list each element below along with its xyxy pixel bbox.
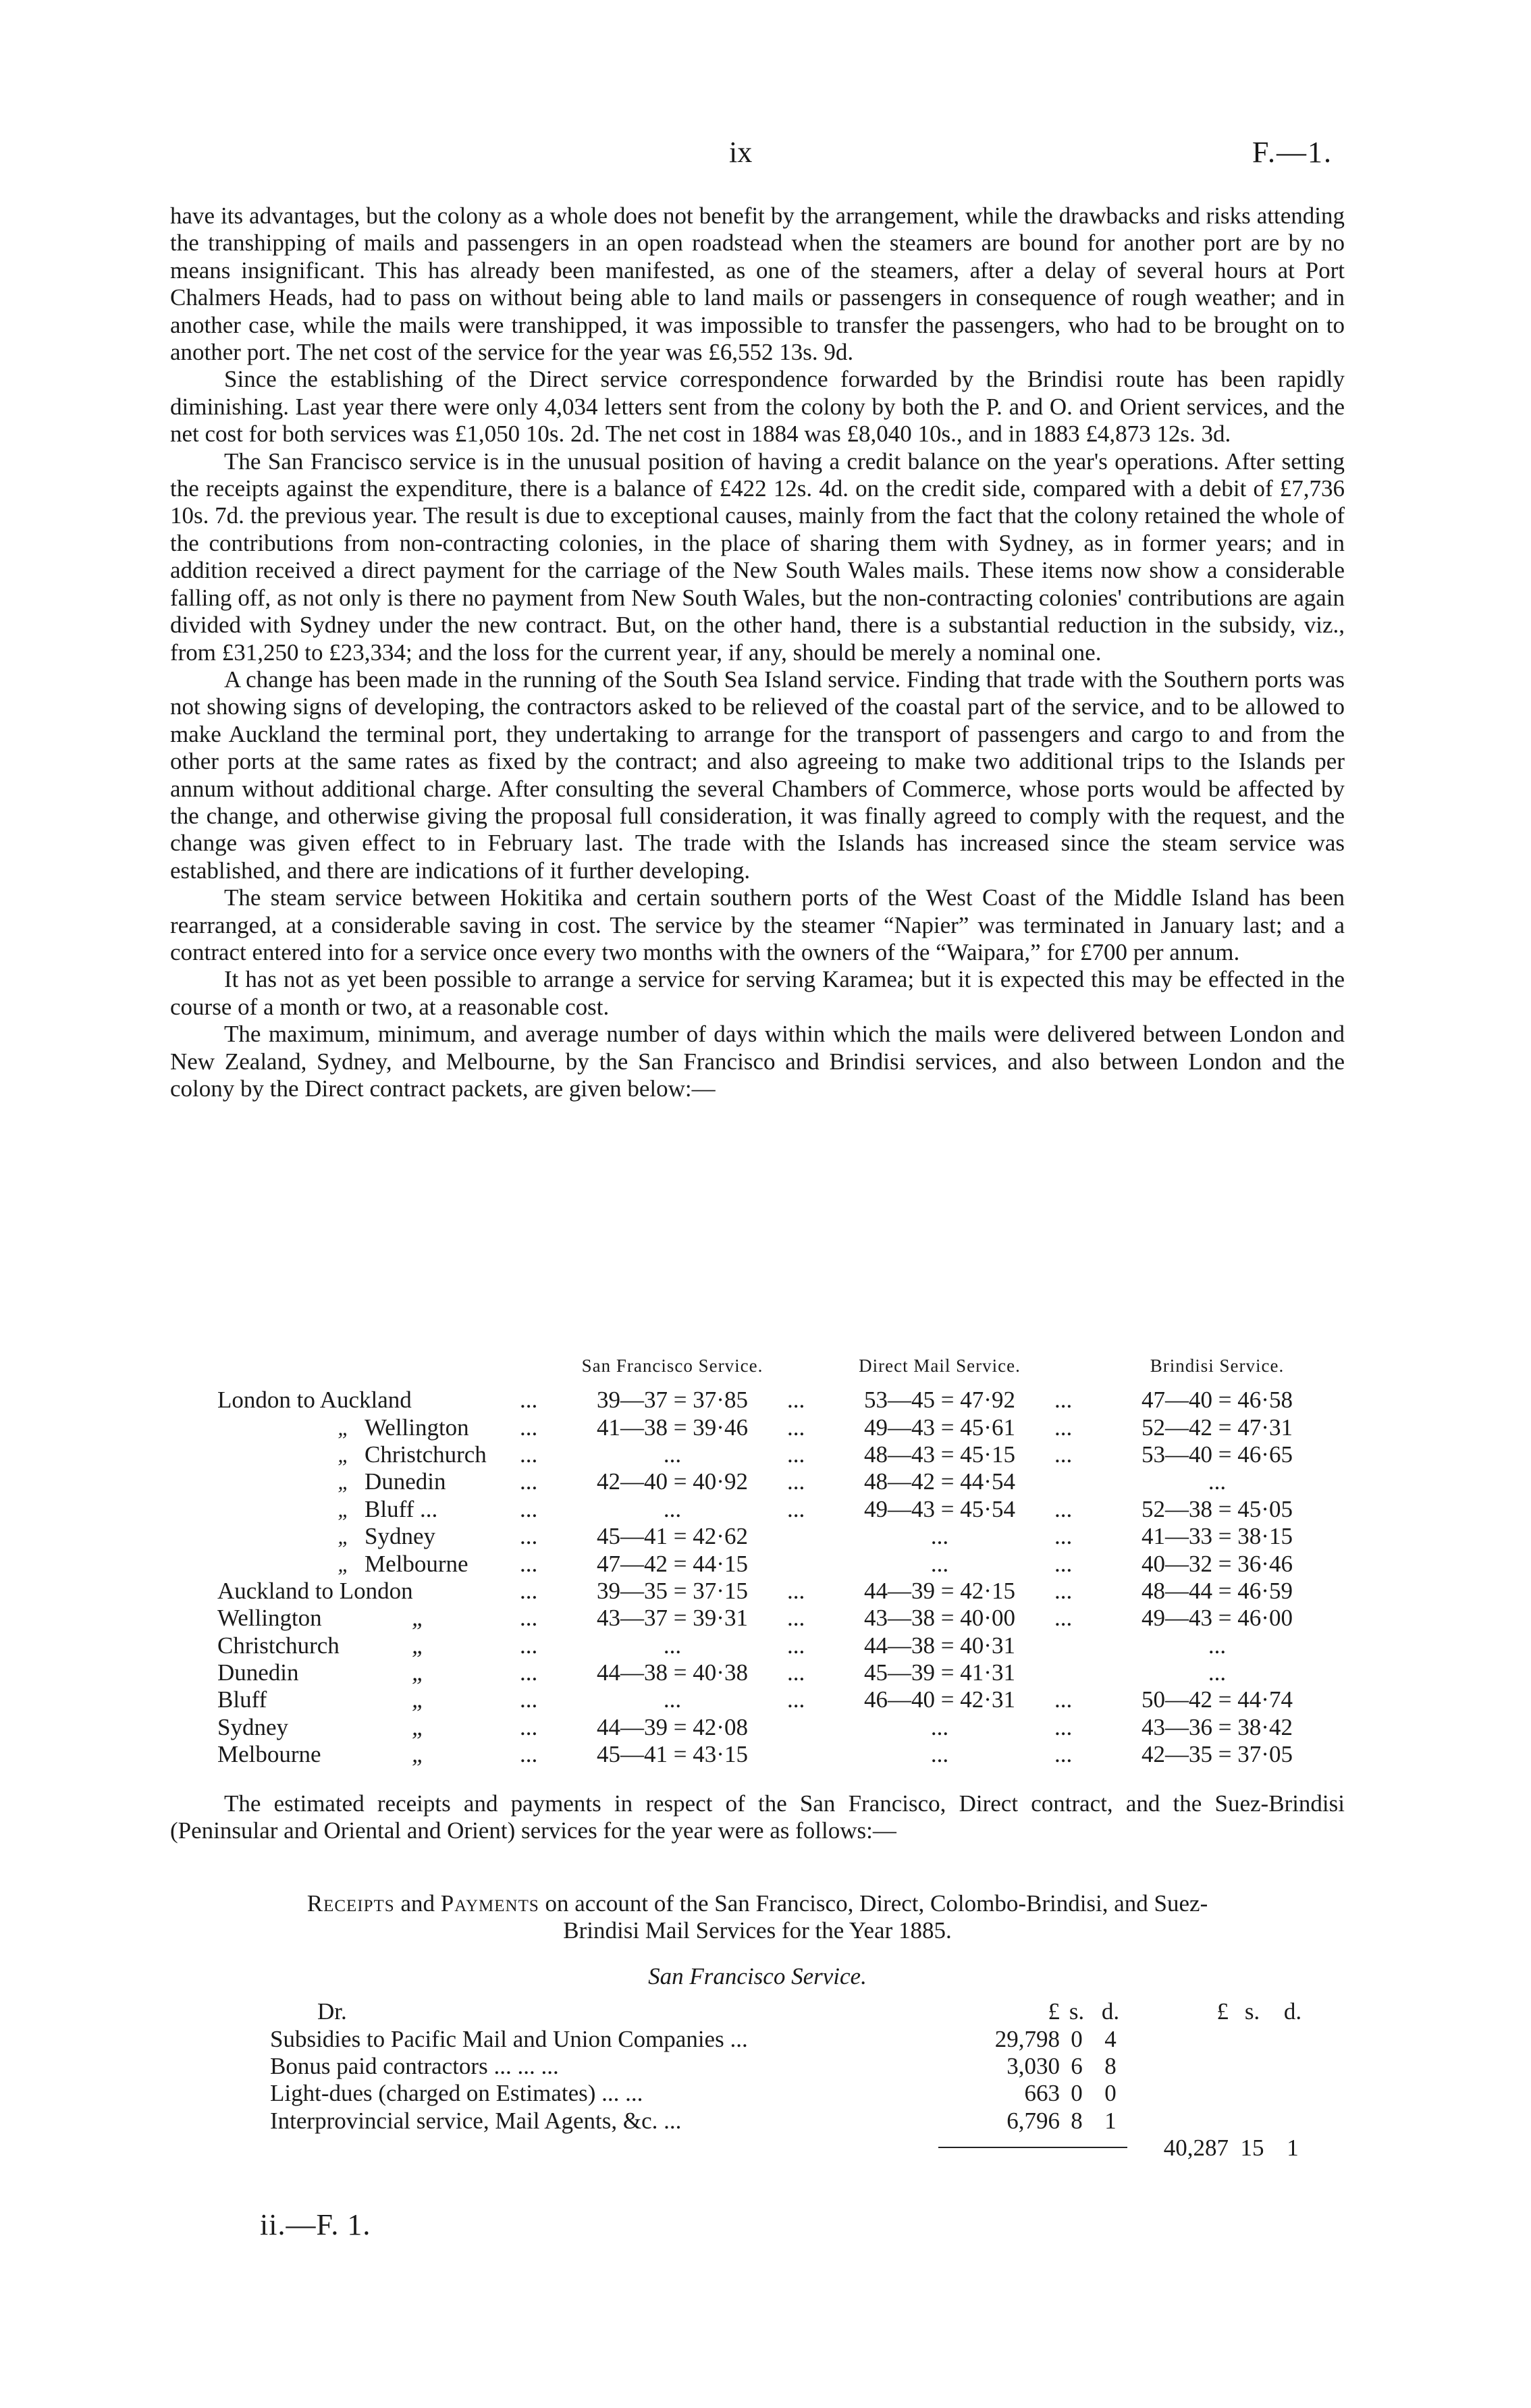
- spacer: [1054, 1468, 1092, 1495]
- table-row: [217, 1468, 1342, 1495]
- dot-leader: ...: [1054, 1605, 1073, 1632]
- value-cell: ...: [1208, 1468, 1227, 1495]
- value-cell: 42—35 = 37·05: [1141, 1741, 1293, 1768]
- dot-leader: ...: [520, 1387, 538, 1414]
- table-row: [217, 1414, 1342, 1441]
- place-cell: Christchurch „: [217, 1632, 425, 1659]
- dot-leader: ...: [787, 1495, 805, 1522]
- place-cell: Dunedin „: [217, 1659, 425, 1686]
- dot-leader: ...: [787, 1659, 805, 1686]
- dot-leader: ...: [520, 1659, 538, 1686]
- dot-leader: ...: [520, 1468, 538, 1495]
- place-cell: Auckland to London: [217, 1577, 413, 1604]
- paragraph: The steam service between Hokitika and certain southern ports of the West Coast of the Middle Island has been rearranged, at a considerable saving in cost. The service by the steamer “Napier” was terminated in January last; and a contract entered into for a service once every two months with the owners of the “Waipara,” for £700 per annum.: [170, 884, 1345, 965]
- dot-leader: ...: [1054, 1577, 1073, 1604]
- table-row: [217, 1523, 1342, 1550]
- table-row: [217, 1686, 1342, 1713]
- value-cell: 50—42 = 44·74: [1141, 1686, 1293, 1713]
- dot-leader: ...: [520, 1495, 538, 1522]
- value-cell: 47—42 = 44·15: [597, 1550, 748, 1577]
- account-row: [270, 2108, 1310, 2135]
- value-cell: ...: [930, 1550, 949, 1577]
- value-cell: ...: [663, 1441, 682, 1468]
- value-cell: 47—40 = 46·58: [1141, 1387, 1293, 1414]
- account-row: [270, 2053, 1310, 2080]
- place-cell: „ Bluff ...: [338, 1495, 438, 1522]
- body-text-continued: [170, 1790, 1345, 1845]
- account-item: Interprovincial service, Mail Agents, &c. ...: [270, 2107, 682, 2134]
- dot-leader: ...: [520, 1577, 538, 1604]
- dot-leader: ...: [787, 1468, 805, 1495]
- value-cell: ...: [1208, 1659, 1227, 1686]
- value-cell: 52—38 = 45·05: [1141, 1495, 1293, 1522]
- dot-leader: ...: [520, 1523, 538, 1550]
- dot-leader: ...: [1054, 1686, 1073, 1713]
- place-cell: London to Auckland: [217, 1387, 412, 1414]
- value-cell: 48—43 = 45·15: [864, 1441, 1015, 1468]
- place-cell: „ Dunedin: [338, 1468, 446, 1495]
- value-cell: 43—38 = 40·00: [864, 1605, 1015, 1632]
- dot-leader: ...: [787, 1686, 805, 1713]
- paragraph: The estimated receipts and payments in respect of the San Francisco, Direct contract, and the Suez-Brindisi (Peninsular and Oriental and Orient) services for the year were as follows:—: [170, 1790, 1345, 1844]
- amount-cell: 0: [1071, 2080, 1083, 2107]
- value-cell: ...: [930, 1713, 949, 1740]
- account-item: Light-dues (charged on Estimates) ... ...: [270, 2080, 643, 2107]
- value-cell: 43—37 = 39·31: [597, 1605, 748, 1632]
- value-cell: 48—42 = 44·54: [864, 1468, 1015, 1495]
- spacer: [1054, 1659, 1092, 1686]
- paragraph: have its advantages, but the colony as a whole does not benefit by the arrangement, while the drawbacks and risks attending the transhipping of mails and passengers in an open roadstead when the steamers are bound for another port are by no means insignificant. This has already been manifested, as one of the steamers, after a delay of several hours at Port Chalmers Heads, had to pass on without being able to land mails or passengers in consequence of rough weather; and in another case, while the mails were transhipped, it was impossible to transfer the passengers, who had to be brought on to another port. The net cost of the service for the year was £6,552 13s. 9d.: [170, 203, 1345, 366]
- amount-cell: 1: [1104, 2107, 1117, 2134]
- amount-cell: 663: [1024, 2080, 1060, 2107]
- page-number: ix: [729, 136, 753, 169]
- rule-line: [938, 2147, 1127, 2148]
- dot-leader: ...: [520, 1686, 538, 1713]
- amount-cell: 8: [1071, 2107, 1083, 2134]
- account-row: [270, 2080, 1310, 2107]
- place-cell: Wellington „: [217, 1605, 425, 1632]
- column-header: Direct Mail Service.: [859, 1356, 1021, 1376]
- value-cell: 44—38 = 40·31: [864, 1632, 1015, 1659]
- place-cell: Melbourne „: [217, 1741, 425, 1768]
- table-row: [217, 1441, 1342, 1468]
- dot-leader: ...: [1054, 1741, 1073, 1768]
- place-cell: „ Melbourne: [338, 1550, 468, 1577]
- table-row: [217, 1496, 1342, 1523]
- value-cell: 39—35 = 37·15: [597, 1577, 748, 1604]
- table-body: [270, 1998, 1310, 2162]
- account-header-row: Dr. £ s. d. £ s. d.: [270, 1998, 1310, 2025]
- value-cell: 46—40 = 42·31: [864, 1686, 1015, 1713]
- section-subheading: San Francisco Service.: [648, 1963, 867, 1989]
- table-row: [217, 1578, 1342, 1605]
- dot-leader: ...: [1054, 1441, 1073, 1468]
- account-row: [270, 2025, 1310, 2052]
- value-cell: 40—32 = 36·46: [1141, 1550, 1293, 1577]
- sum-rule: [938, 2135, 1127, 2162]
- value-cell: 39—37 = 37·85: [597, 1387, 748, 1414]
- body-text: [170, 203, 1345, 1102]
- place-cell: Bluff „: [217, 1686, 425, 1713]
- column-header: Brindisi Service.: [1150, 1356, 1285, 1376]
- dot-leader: ...: [520, 1414, 538, 1441]
- amount-cell: 6: [1071, 2052, 1083, 2079]
- account-item: Bonus paid contractors ... ... ...: [270, 2052, 559, 2079]
- table-row: [217, 1387, 1342, 1414]
- value-cell: 43—36 = 38·42: [1141, 1713, 1293, 1740]
- dot-leader: ...: [787, 1632, 805, 1659]
- value-cell: ...: [930, 1741, 949, 1768]
- value-cell: ...: [1208, 1632, 1227, 1659]
- amount-cell: 0: [1104, 2080, 1117, 2107]
- value-cell: 53—40 = 46·65: [1141, 1441, 1293, 1468]
- value-cell: ...: [930, 1523, 949, 1550]
- account-item: Subsidies to Pacific Mail and Union Companies ...: [270, 2025, 748, 2052]
- dot-leader: ...: [1054, 1523, 1073, 1550]
- value-cell: 49—43 = 46·00: [1141, 1605, 1293, 1632]
- dot-leader: ...: [1054, 1495, 1073, 1522]
- table-row: [217, 1659, 1342, 1686]
- value-cell: 53—45 = 47·92: [864, 1387, 1015, 1414]
- dot-leader: ...: [1054, 1550, 1073, 1577]
- paragraph: A change has been made in the running of the South Sea Island service. Finding that trade with the Southern ports was not showing signs of developing, the contractors asked to be relieved of the coastal part of the service, and to be allowed to make Auckland the terminal port, they undertaking to arrange for the transport of passengers and cargo to and from the other ports at the same rates as fixed by the contract; and also agreeing to make two additional trips to the Islands per annum without additional charge. After consulting the several Chambers of Commerce, whose ports would be affected by the change, and otherwise giving the proposal full consideration, it was finally agreed to comply with the request, and the change was given effect to in February last. The trade with the Islands has increased since the steam service was established, and there are indications of it further developing.: [170, 666, 1345, 884]
- account-total-row: [270, 2135, 1310, 2162]
- paragraph: The maximum, minimum, and average number of days within which the mails were delivered between London and New Zealand, Sydney, and Melbourne, by the San Francisco and Brindisi services, and also between London and the colony by the Direct contract packets, are given below:—: [170, 1021, 1345, 1102]
- value-cell: 41—33 = 38·15: [1141, 1523, 1293, 1550]
- total-amount-cell: 15: [1240, 2135, 1264, 2162]
- value-cell: ...: [663, 1632, 682, 1659]
- dot-leader: ...: [520, 1632, 538, 1659]
- amount-cell: 6,796: [1006, 2107, 1060, 2134]
- delivery-days-table: [217, 1356, 1342, 1768]
- spacer: [787, 1550, 825, 1577]
- dot-leader: ...: [787, 1387, 805, 1414]
- dot-leader: ...: [520, 1441, 538, 1468]
- amount-cell: 29,798: [994, 2025, 1060, 2052]
- table-row: [217, 1550, 1342, 1577]
- paragraph: Since the establishing of the Direct service correspondence forwarded by the Brindisi route has been rapidly diminishing. Last year there were only 4,034 letters sent from the colony by both the P. and O. and Orient services, and the net cost for both services was £1,050 10s. 2d. The net cost in 1884 was £8,040 10s., and in 1883 £4,873 12s. 3d.: [170, 366, 1345, 448]
- dot-leader: ...: [787, 1605, 805, 1632]
- dot-leader: ...: [787, 1577, 805, 1604]
- footer-signature: ii.—F. 1.: [260, 2208, 371, 2241]
- value-cell: 44—38 = 40·38: [597, 1659, 748, 1686]
- table-header-row: [217, 1356, 1342, 1387]
- document-reference: F.—1.: [1252, 136, 1333, 169]
- spacer: [1054, 1632, 1092, 1659]
- section-heading: Receipts and Payments on account of the San Francisco, Direct, Colombo-Brindisi, and Suez- Brindisi Mail Services for the Year 1885.: [306, 1890, 1208, 1944]
- table-body: [217, 1387, 1342, 1768]
- value-cell: 48—44 = 46·59: [1141, 1577, 1293, 1604]
- place-cell: „ Christchurch: [338, 1441, 487, 1468]
- amount-cell: 4: [1104, 2025, 1117, 2052]
- value-cell: 45—41 = 43·15: [597, 1741, 748, 1768]
- dot-leader: ...: [787, 1414, 805, 1441]
- value-cell: ...: [663, 1686, 682, 1713]
- value-cell: 52—42 = 47·31: [1141, 1414, 1293, 1441]
- amount-cell: 3,030: [1006, 2052, 1060, 2079]
- spacer: [787, 1714, 825, 1741]
- dot-leader: ...: [520, 1713, 538, 1740]
- table-row: [217, 1741, 1342, 1768]
- dot-leader: ...: [520, 1605, 538, 1632]
- place-cell: Sydney „: [217, 1713, 425, 1740]
- table-row: [217, 1605, 1342, 1632]
- value-cell: 49—43 = 45·61: [864, 1414, 1015, 1441]
- spacer: [787, 1523, 825, 1550]
- value-cell: 44—39 = 42·08: [597, 1713, 748, 1740]
- value-cell: 41—38 = 39·46: [597, 1414, 748, 1441]
- value-cell: 45—39 = 41·31: [864, 1659, 1015, 1686]
- place-cell: „ Sydney: [338, 1523, 435, 1550]
- value-cell: 42—40 = 40·92: [597, 1468, 748, 1495]
- amount-cell: 8: [1104, 2052, 1117, 2079]
- spacer: [787, 1741, 825, 1768]
- table-row: [217, 1632, 1342, 1659]
- dot-leader: ...: [787, 1441, 805, 1468]
- place-cell: „ Wellington: [338, 1414, 469, 1441]
- total-amount-cell: 1: [1287, 2135, 1299, 2162]
- paragraph: It has not as yet been possible to arrange a service for serving Karamea; but it is expected this may be effected in the course of a month or two, at a reasonable cost.: [170, 966, 1345, 1020]
- value-cell: 44—39 = 42·15: [864, 1577, 1015, 1604]
- dr-label: Dr.: [317, 1998, 347, 2025]
- table-row: [217, 1714, 1342, 1741]
- dot-leader: ...: [520, 1741, 538, 1768]
- dot-leader: ...: [1054, 1387, 1073, 1414]
- dot-leader: ...: [1054, 1414, 1073, 1441]
- column-header: San Francisco Service.: [581, 1356, 763, 1376]
- paragraph: The San Francisco service is in the unusual position of having a credit balance on the year's operations. After setting the receipts against the expenditure, there is a balance of £422 12s. 4d. on the credit side, compared with a debit of £7,736 10s. 7d. the previous year. The result is due to exceptional causes, mainly from the fact that the colony retained the whole of the contributions from non-contracting colonies, in the place of sharing them with Sydney, as in former years; and in addition received a direct payment for the carriage of the New South Wales mails. These items now show a considerable falling off, as not only is there no payment from New South Wales, but the non-contracting colonies' contributions are again divided with Sydney under the new contract. But, on the other hand, there is a substantial reduction in the subsidy, viz., from £31,250 to £23,334; and the loss for the current year, if any, should be merely a nominal one.: [170, 448, 1345, 666]
- amount-cell: 0: [1071, 2025, 1083, 2052]
- value-cell: 49—43 = 45·54: [864, 1495, 1015, 1522]
- value-cell: 45—41 = 42·62: [597, 1523, 748, 1550]
- value-cell: ...: [663, 1495, 682, 1522]
- account-table: [270, 1998, 1310, 2162]
- dot-leader: ...: [1054, 1713, 1073, 1740]
- dot-leader: ...: [520, 1550, 538, 1577]
- total-amount-cell: 40,287: [1163, 2135, 1229, 2162]
